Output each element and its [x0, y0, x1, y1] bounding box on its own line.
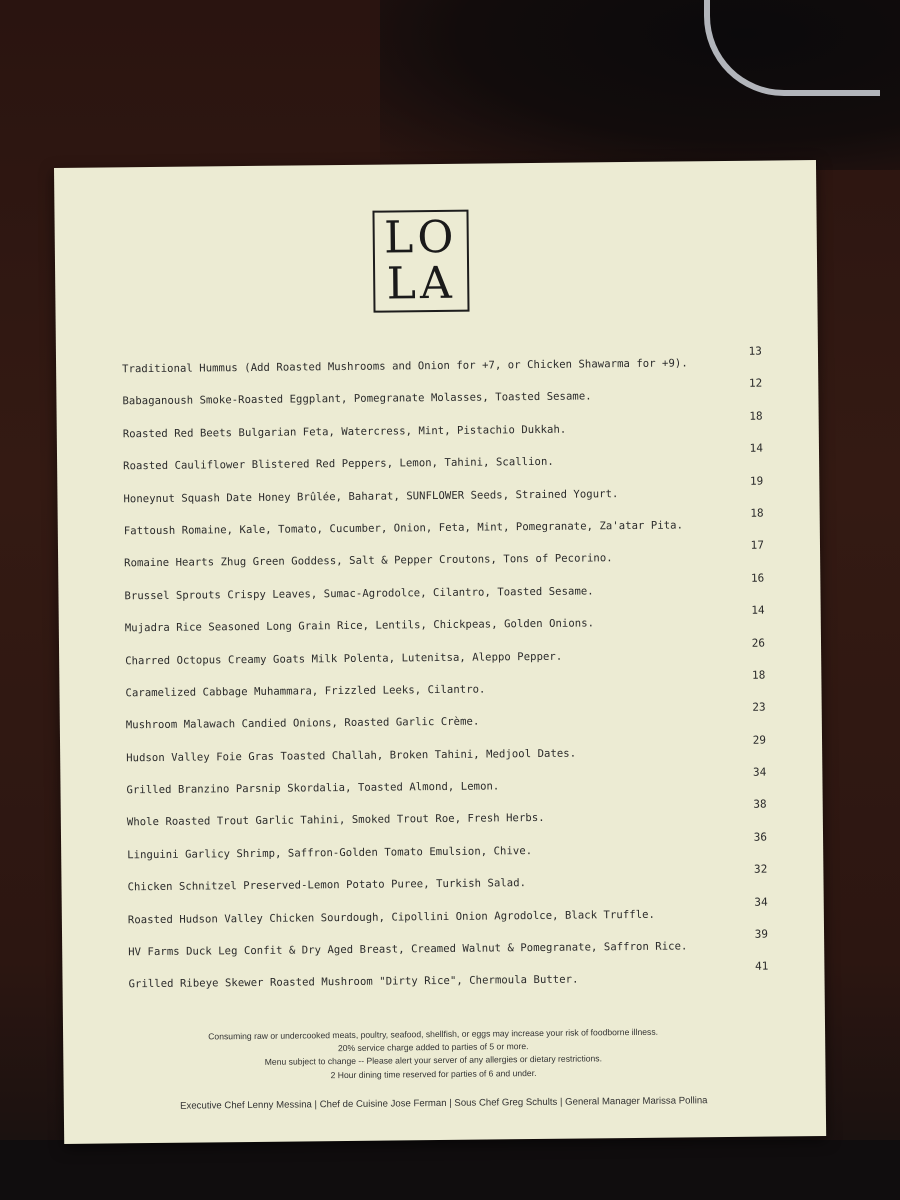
menu-item-description: Traditional Hummus (Add Roasted Mushrooms and Onion for +7, or Chicken Shawarma for +9).	[122, 357, 688, 376]
menu-item-description: Brussel Sprouts Crispy Leaves, Sumac-Agrodolce, Cilantro, Toasted Sesame.	[124, 585, 594, 603]
menu-item-description: Romaine Hearts Zhug Green Goddess, Salt & Pepper Croutons, Tons of Pecorino.	[124, 552, 613, 570]
menu-item-description: Chicken Schnitzel Preserved-Lemon Potato Puree, Turkish Salad.	[127, 877, 527, 894]
menu-item-description: Hudson Valley Foie Gras Toasted Challah, Broken Tahini, Medjool Dates.	[126, 747, 577, 764]
menu-item-price: 39	[754, 927, 769, 941]
menu-item-description: Roasted Cauliflower Blistered Red Peppers, Lemon, Tahini, Scallion.	[123, 455, 554, 473]
menu-item-price: 26	[751, 636, 766, 650]
menu-item-price: 36	[753, 830, 768, 844]
menu-item-price: 17	[750, 538, 765, 553]
disclaimer-notes	[173, 1025, 694, 1083]
menu-item-description: Mushroom Malawach Candied Onions, Roasted Garlic Crème.	[125, 715, 480, 732]
menu-item-description: HV Farms Duck Leg Confit & Dry Aged Breast, Creamed Walnut & Pomegranate, Saffron Rice.	[128, 940, 688, 959]
disclaimer-line: Menu subject to change -- Please alert your server of any allergies or dietary restrictions.	[264, 1053, 603, 1068]
menu-item	[128, 959, 769, 1011]
disclaimer-line: 2 Hour dining time reserved for parties of 6 and under.	[330, 1067, 537, 1080]
disclaimer-line: 20% service charge added to parties of 5 or more.	[337, 1041, 529, 1054]
logo-line-1: LO	[383, 211, 458, 264]
menu-item-price: 12	[748, 376, 763, 391]
menu-item-price: 38	[753, 798, 767, 812]
menu-item-description: Mujadra Rice Seasoned Long Grain Rice, Lentils, Chickpeas, Golden Onions.	[124, 617, 595, 635]
menu-list	[122, 344, 769, 1011]
menu-item-price: 18	[750, 506, 764, 520]
menu-item-description: Fattoush Romaine, Kale, Tomato, Cucumber, Onion, Feta, Mint, Pomegranate, Za'atar Pita.	[123, 519, 684, 538]
menu-item-price: 13	[748, 344, 763, 358]
menu-item-price: 18	[751, 668, 766, 682]
menu-item-description: Roasted Hudson Valley Chicken Sourdough, Cipollini Onion Agrodolce, Black Truffle.	[127, 908, 656, 926]
menu-item-price: 18	[749, 409, 763, 423]
menu-item-price: 19	[749, 474, 764, 488]
menu-item-price: 14	[751, 603, 765, 617]
disclaimer-line: Consuming raw or undercooked meats, poultry, seafood, shellfish, or eggs may increase your risk of foodborne illness.	[208, 1026, 659, 1042]
restaurant-logo	[372, 210, 469, 313]
menu-item-description: Honeynut Squash Date Honey Brûlée, Baharat, SUNFLOWER Seeds, Strained Yogurt.	[123, 487, 619, 505]
menu-item-description: Grilled Ribeye Skewer Roasted Mushroom "Dirty Rice", Chermoula Butter.	[128, 973, 579, 991]
menu-item-price: 32	[753, 862, 768, 876]
logo-line-2: LA	[386, 257, 456, 310]
menu-item-price: 34	[752, 765, 767, 779]
menu-item-price: 34	[754, 895, 768, 909]
menu-item-price: 29	[752, 733, 767, 747]
menu-item-price: 14	[749, 441, 764, 455]
menu-item-price: 16	[750, 571, 765, 585]
menu-item-description: Roasted Red Beets Bulgarian Feta, Watercress, Mint, Pistachio Dukkah.	[122, 423, 567, 441]
menu-item-description: Babaganoush Smoke-Roasted Eggplant, Pomegranate Molasses, Toasted Sesame.	[122, 390, 592, 408]
table-edge-shadow	[0, 1140, 900, 1200]
staff-credits: Executive Chef Lenny Messina | Chef de Cuisine Jose Ferman | Sous Chef Greg Schults | General Manager Marissa Pollina	[180, 1095, 708, 1112]
menu-item-description: Grilled Branzino Parsnip Skordalia, Toasted Almond, Lemon.	[126, 780, 500, 797]
menu-sheet	[54, 160, 826, 1144]
menu-item-description: Whole Roasted Trout Garlic Tahini, Smoked Trout Roe, Fresh Herbs.	[126, 812, 545, 829]
menu-item-description: Caramelized Cabbage Muhammara, Frizzled Leeks, Cilantro.	[125, 683, 486, 700]
menu-item-description: Charred Octopus Creamy Goats Milk Polenta, Lutenitsa, Aleppo Pepper.	[125, 650, 563, 667]
menu-item-description: Linguini Garlicy Shrimp, Saffron-Golden Tomato Emulsion, Chive.	[127, 844, 533, 862]
menu-item-price: 41	[754, 959, 769, 974]
menu-item-price: 23	[752, 700, 766, 715]
